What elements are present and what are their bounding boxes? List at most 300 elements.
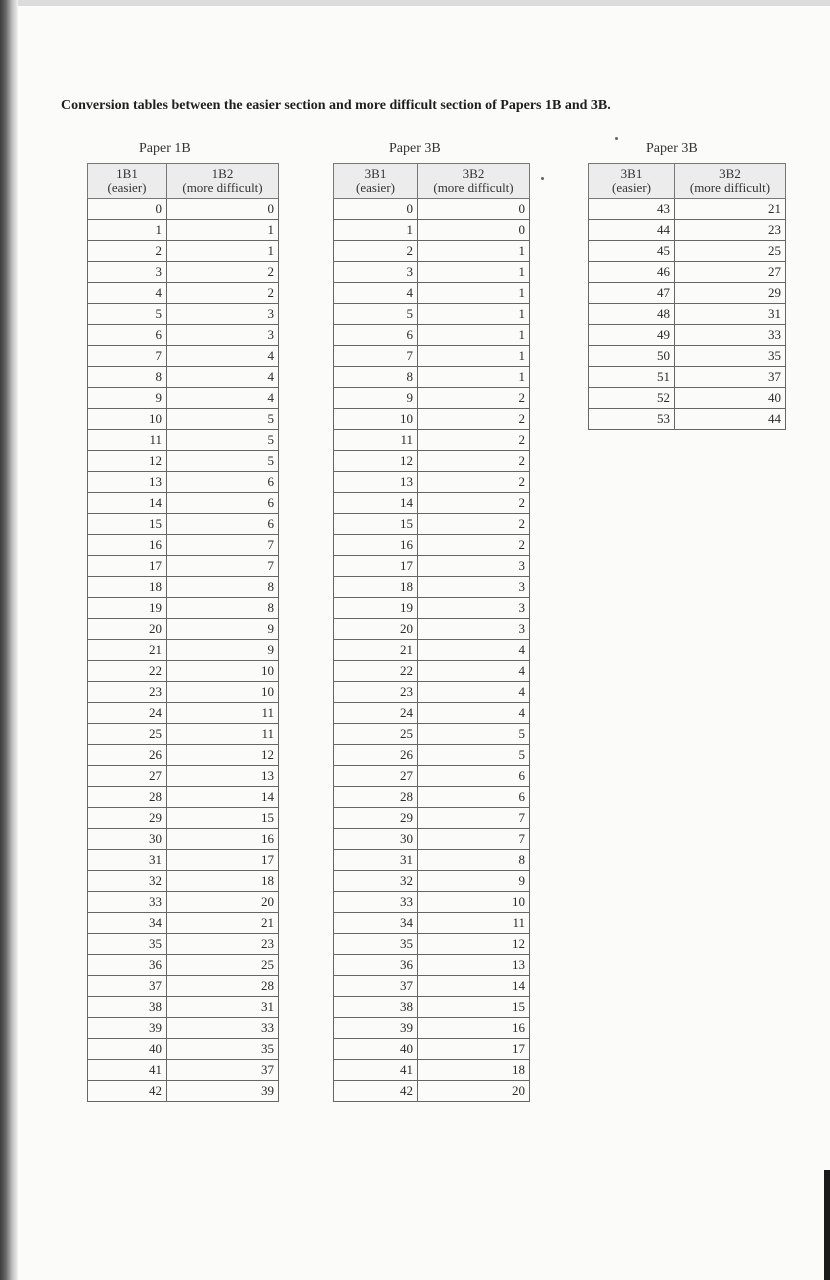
easier-score-cell: 13	[334, 472, 418, 493]
table-row	[334, 283, 530, 304]
table-row	[88, 430, 279, 451]
table-row	[88, 1039, 279, 1060]
easier-score-cell: 35	[334, 934, 418, 955]
table-row	[334, 703, 530, 724]
table-row	[589, 325, 786, 346]
table-row	[88, 871, 279, 892]
difficult-score-cell: 1	[167, 220, 279, 241]
paper-3b-table	[333, 163, 530, 1102]
easier-score-cell: 8	[334, 367, 418, 388]
difficult-score-cell: 7	[418, 829, 530, 850]
easier-score-cell: 29	[334, 808, 418, 829]
table-row	[334, 388, 530, 409]
easier-score-cell: 38	[334, 997, 418, 1018]
easier-score-cell: 14	[334, 493, 418, 514]
difficult-score-cell: 3	[167, 304, 279, 325]
table-row	[88, 1081, 279, 1102]
difficult-score-cell: 3	[418, 577, 530, 598]
easier-score-cell: 5	[88, 304, 167, 325]
easier-score-cell: 39	[88, 1018, 167, 1039]
easier-score-cell: 27	[88, 766, 167, 787]
table-row	[88, 262, 279, 283]
easier-score-cell: 52	[589, 388, 675, 409]
easier-score-cell: 19	[88, 598, 167, 619]
table-row	[589, 220, 786, 241]
table-row	[88, 388, 279, 409]
difficult-score-cell: 39	[167, 1081, 279, 1102]
easier-score-cell: 7	[334, 346, 418, 367]
table-row	[88, 598, 279, 619]
table-row	[334, 976, 530, 997]
table-row	[88, 787, 279, 808]
difficult-score-cell: 17	[167, 850, 279, 871]
table-row	[334, 850, 530, 871]
table-row	[88, 829, 279, 850]
easier-score-cell: 42	[88, 1081, 167, 1102]
difficult-score-cell: 20	[418, 1081, 530, 1102]
table-row	[88, 745, 279, 766]
easier-score-cell: 4	[334, 283, 418, 304]
difficult-score-cell: 2	[418, 493, 530, 514]
col-3b1-header: 3B1 (easier)	[334, 164, 418, 199]
difficult-score-cell: 5	[418, 724, 530, 745]
table-row	[589, 283, 786, 304]
difficult-score-cell: 2	[418, 451, 530, 472]
paper-1b-table	[87, 163, 279, 1102]
easier-score-cell: 24	[334, 703, 418, 724]
easier-score-cell: 22	[88, 661, 167, 682]
easier-score-cell: 29	[88, 808, 167, 829]
table-row	[88, 283, 279, 304]
col-3b2-header: 3B2 (more difficult)	[675, 164, 786, 199]
table-row	[334, 451, 530, 472]
difficult-score-cell: 13	[418, 955, 530, 976]
difficult-score-cell: 40	[675, 388, 786, 409]
table-row	[88, 472, 279, 493]
difficult-score-cell: 6	[167, 472, 279, 493]
table-row	[334, 472, 530, 493]
difficult-score-cell: 17	[418, 1039, 530, 1060]
table-row	[88, 556, 279, 577]
table-row	[88, 766, 279, 787]
easier-score-cell: 32	[334, 871, 418, 892]
difficult-score-cell: 1	[418, 262, 530, 283]
easier-score-cell: 6	[88, 325, 167, 346]
easier-score-cell: 46	[589, 262, 675, 283]
difficult-score-cell: 0	[167, 199, 279, 220]
table-row	[334, 409, 530, 430]
difficult-score-cell: 3	[167, 325, 279, 346]
table-row	[334, 766, 530, 787]
easier-score-cell: 31	[88, 850, 167, 871]
col-1b2-header: 1B2 (more difficult)	[167, 164, 279, 199]
easier-score-cell: 25	[88, 724, 167, 745]
easier-score-cell: 26	[334, 745, 418, 766]
easier-score-cell: 8	[88, 367, 167, 388]
easier-score-cell: 53	[589, 409, 675, 430]
easier-score-cell: 49	[589, 325, 675, 346]
paper-3b-label: Paper 3B	[389, 141, 441, 156]
easier-score-cell: 11	[88, 430, 167, 451]
difficult-score-cell: 6	[167, 493, 279, 514]
difficult-score-cell: 33	[675, 325, 786, 346]
easier-score-cell: 2	[88, 241, 167, 262]
difficult-score-cell: 1	[167, 241, 279, 262]
table-row	[589, 388, 786, 409]
easier-score-cell: 22	[334, 661, 418, 682]
difficult-score-cell: 9	[418, 871, 530, 892]
table-row	[334, 577, 530, 598]
difficult-score-cell: 33	[167, 1018, 279, 1039]
table-row	[589, 262, 786, 283]
col-3b2-header: 3B2 (more difficult)	[418, 164, 530, 199]
difficult-score-cell: 4	[418, 703, 530, 724]
difficult-score-cell: 7	[167, 535, 279, 556]
easier-score-cell: 16	[334, 535, 418, 556]
easier-score-cell: 21	[334, 640, 418, 661]
table-row	[88, 976, 279, 997]
difficult-score-cell: 2	[167, 283, 279, 304]
difficult-score-cell: 2	[167, 262, 279, 283]
easier-score-cell: 44	[589, 220, 675, 241]
table-row	[334, 304, 530, 325]
table-row	[88, 409, 279, 430]
table-row	[334, 955, 530, 976]
easier-score-cell: 50	[589, 346, 675, 367]
easier-score-cell: 41	[88, 1060, 167, 1081]
easier-score-cell: 48	[589, 304, 675, 325]
difficult-score-cell: 15	[418, 997, 530, 1018]
table-row	[334, 787, 530, 808]
easier-score-cell: 35	[88, 934, 167, 955]
table-row	[334, 199, 530, 220]
paper-3b-continued-label: Paper 3B	[646, 141, 698, 156]
table-row	[334, 598, 530, 619]
difficult-score-cell: 0	[418, 199, 530, 220]
easier-score-cell: 37	[334, 976, 418, 997]
easier-score-cell: 30	[334, 829, 418, 850]
table-row	[88, 325, 279, 346]
difficult-score-cell: 14	[167, 787, 279, 808]
page-title: Conversion tables between the easier section and more difficult section of Papers 1B and 3B.	[61, 98, 611, 113]
table-row	[334, 745, 530, 766]
easier-score-cell: 11	[334, 430, 418, 451]
difficult-score-cell: 9	[167, 619, 279, 640]
table-row	[88, 724, 279, 745]
difficult-score-cell: 7	[418, 808, 530, 829]
table-row	[334, 1060, 530, 1081]
table-row	[88, 1018, 279, 1039]
table-row	[589, 346, 786, 367]
difficult-score-cell: 18	[167, 871, 279, 892]
easier-score-cell: 40	[334, 1039, 418, 1060]
easier-score-cell: 47	[589, 283, 675, 304]
easier-score-cell: 3	[334, 262, 418, 283]
table-row	[88, 703, 279, 724]
table-row	[334, 325, 530, 346]
col-1b1-header: 1B1 (easier)	[88, 164, 167, 199]
easier-score-cell: 6	[334, 325, 418, 346]
easier-score-cell: 36	[334, 955, 418, 976]
difficult-score-cell: 9	[167, 640, 279, 661]
table-row	[589, 241, 786, 262]
table-row	[334, 1039, 530, 1060]
difficult-score-cell: 0	[418, 220, 530, 241]
easier-score-cell: 18	[334, 577, 418, 598]
table-row	[88, 934, 279, 955]
easier-score-cell: 26	[88, 745, 167, 766]
table-row	[88, 619, 279, 640]
difficult-score-cell: 7	[167, 556, 279, 577]
table-row	[334, 430, 530, 451]
easier-score-cell: 10	[88, 409, 167, 430]
difficult-score-cell: 25	[675, 241, 786, 262]
difficult-score-cell: 10	[418, 892, 530, 913]
table-row	[589, 367, 786, 388]
easier-score-cell: 34	[88, 913, 167, 934]
table-row	[589, 304, 786, 325]
difficult-score-cell: 18	[418, 1060, 530, 1081]
table-row	[88, 367, 279, 388]
scan-speck	[541, 177, 544, 180]
easier-score-cell: 16	[88, 535, 167, 556]
difficult-score-cell: 28	[167, 976, 279, 997]
page-fold-shadow	[0, 0, 18, 1280]
difficult-score-cell: 1	[418, 283, 530, 304]
easier-score-cell: 33	[334, 892, 418, 913]
scan-speck	[615, 137, 618, 140]
difficult-score-cell: 6	[418, 787, 530, 808]
difficult-score-cell: 5	[167, 451, 279, 472]
difficult-score-cell: 1	[418, 367, 530, 388]
table-row	[88, 514, 279, 535]
difficult-score-cell: 5	[167, 409, 279, 430]
table-row	[88, 913, 279, 934]
difficult-score-cell: 2	[418, 409, 530, 430]
difficult-score-cell: 12	[418, 934, 530, 955]
table-row	[334, 262, 530, 283]
easier-score-cell: 51	[589, 367, 675, 388]
difficult-score-cell: 21	[167, 913, 279, 934]
easier-score-cell: 25	[334, 724, 418, 745]
table-row	[334, 241, 530, 262]
table-row	[88, 577, 279, 598]
table-row	[334, 724, 530, 745]
easier-score-cell: 0	[334, 199, 418, 220]
easier-score-cell: 34	[334, 913, 418, 934]
easier-score-cell: 17	[334, 556, 418, 577]
easier-score-cell: 18	[88, 577, 167, 598]
easier-score-cell: 13	[88, 472, 167, 493]
difficult-score-cell: 4	[167, 367, 279, 388]
easier-score-cell: 28	[88, 787, 167, 808]
table-row	[334, 871, 530, 892]
difficult-score-cell: 2	[418, 514, 530, 535]
difficult-score-cell: 10	[167, 682, 279, 703]
easier-score-cell: 4	[88, 283, 167, 304]
table-row	[589, 409, 786, 430]
difficult-score-cell: 11	[418, 913, 530, 934]
table-row	[334, 892, 530, 913]
difficult-score-cell: 3	[418, 619, 530, 640]
easier-score-cell: 14	[88, 493, 167, 514]
difficult-score-cell: 4	[418, 661, 530, 682]
easier-score-cell: 9	[88, 388, 167, 409]
easier-score-cell: 15	[334, 514, 418, 535]
difficult-score-cell: 16	[418, 1018, 530, 1039]
easier-score-cell: 24	[88, 703, 167, 724]
difficult-score-cell: 29	[675, 283, 786, 304]
easier-score-cell: 27	[334, 766, 418, 787]
table-row	[88, 1060, 279, 1081]
table-row	[334, 682, 530, 703]
table-row	[88, 850, 279, 871]
table-row	[334, 220, 530, 241]
difficult-score-cell: 5	[167, 430, 279, 451]
easier-score-cell: 32	[88, 871, 167, 892]
difficult-score-cell: 15	[167, 808, 279, 829]
difficult-score-cell: 14	[418, 976, 530, 997]
table-row	[88, 808, 279, 829]
difficult-score-cell: 4	[418, 682, 530, 703]
easier-score-cell: 43	[589, 199, 675, 220]
easier-score-cell: 1	[334, 220, 418, 241]
table-row	[334, 661, 530, 682]
easier-score-cell: 30	[88, 829, 167, 850]
difficult-score-cell: 8	[167, 577, 279, 598]
easier-score-cell: 19	[334, 598, 418, 619]
easier-score-cell: 5	[334, 304, 418, 325]
difficult-score-cell: 5	[418, 745, 530, 766]
difficult-score-cell: 2	[418, 388, 530, 409]
difficult-score-cell: 25	[167, 955, 279, 976]
easier-score-cell: 15	[88, 514, 167, 535]
difficult-score-cell: 21	[675, 199, 786, 220]
easier-score-cell: 33	[88, 892, 167, 913]
table-row	[88, 346, 279, 367]
difficult-score-cell: 6	[167, 514, 279, 535]
difficult-score-cell: 11	[167, 724, 279, 745]
difficult-score-cell: 44	[675, 409, 786, 430]
easier-score-cell: 36	[88, 955, 167, 976]
table-row	[88, 199, 279, 220]
difficult-score-cell: 4	[418, 640, 530, 661]
difficult-score-cell: 35	[167, 1039, 279, 1060]
scan-edge	[824, 1170, 830, 1280]
difficult-score-cell: 4	[167, 346, 279, 367]
table-row	[88, 220, 279, 241]
difficult-score-cell: 13	[167, 766, 279, 787]
easier-score-cell: 40	[88, 1039, 167, 1060]
difficult-score-cell: 35	[675, 346, 786, 367]
easier-score-cell: 9	[334, 388, 418, 409]
easier-score-cell: 38	[88, 997, 167, 1018]
paper-1b-label: Paper 1B	[139, 141, 191, 156]
difficult-score-cell: 31	[167, 997, 279, 1018]
table-row	[334, 829, 530, 850]
difficult-score-cell: 11	[167, 703, 279, 724]
difficult-score-cell: 27	[675, 262, 786, 283]
difficult-score-cell: 2	[418, 430, 530, 451]
table-row	[88, 661, 279, 682]
easier-score-cell: 39	[334, 1018, 418, 1039]
easier-score-cell: 12	[88, 451, 167, 472]
easier-score-cell: 23	[88, 682, 167, 703]
easier-score-cell: 3	[88, 262, 167, 283]
table-row	[334, 346, 530, 367]
table-row	[334, 997, 530, 1018]
easier-score-cell: 1	[88, 220, 167, 241]
table-row	[334, 556, 530, 577]
table-row	[589, 199, 786, 220]
difficult-score-cell: 8	[418, 850, 530, 871]
easier-score-cell: 20	[334, 619, 418, 640]
difficult-score-cell: 1	[418, 304, 530, 325]
easier-score-cell: 28	[334, 787, 418, 808]
table-row	[334, 640, 530, 661]
table-row	[88, 241, 279, 262]
easier-score-cell: 17	[88, 556, 167, 577]
table-row	[88, 493, 279, 514]
table-row	[88, 640, 279, 661]
table-row	[334, 1018, 530, 1039]
table-row	[334, 934, 530, 955]
difficult-score-cell: 6	[418, 766, 530, 787]
table-row	[334, 367, 530, 388]
easier-score-cell: 2	[334, 241, 418, 262]
table-row	[88, 535, 279, 556]
paper-3b-continued-table	[588, 163, 786, 430]
difficult-score-cell: 37	[675, 367, 786, 388]
difficult-score-cell: 12	[167, 745, 279, 766]
difficult-score-cell: 2	[418, 472, 530, 493]
easier-score-cell: 0	[88, 199, 167, 220]
table-row	[334, 493, 530, 514]
easier-score-cell: 23	[334, 682, 418, 703]
difficult-score-cell: 3	[418, 556, 530, 577]
easier-score-cell: 12	[334, 451, 418, 472]
col-3b1-header: 3B1 (easier)	[589, 164, 675, 199]
easier-score-cell: 7	[88, 346, 167, 367]
difficult-score-cell: 3	[418, 598, 530, 619]
table-row	[88, 955, 279, 976]
table-row	[334, 1081, 530, 1102]
table-row	[334, 514, 530, 535]
easier-score-cell: 31	[334, 850, 418, 871]
difficult-score-cell: 37	[167, 1060, 279, 1081]
table-row	[334, 535, 530, 556]
table-row	[88, 997, 279, 1018]
difficult-score-cell: 23	[167, 934, 279, 955]
difficult-score-cell: 10	[167, 661, 279, 682]
table-row	[334, 619, 530, 640]
table-row	[334, 808, 530, 829]
table-row	[88, 892, 279, 913]
table-row	[334, 913, 530, 934]
difficult-score-cell: 20	[167, 892, 279, 913]
easier-score-cell: 20	[88, 619, 167, 640]
difficult-score-cell: 1	[418, 241, 530, 262]
difficult-score-cell: 2	[418, 535, 530, 556]
easier-score-cell: 37	[88, 976, 167, 997]
table-row	[88, 451, 279, 472]
difficult-score-cell: 31	[675, 304, 786, 325]
easier-score-cell: 41	[334, 1060, 418, 1081]
easier-score-cell: 10	[334, 409, 418, 430]
difficult-score-cell: 4	[167, 388, 279, 409]
difficult-score-cell: 16	[167, 829, 279, 850]
easier-score-cell: 42	[334, 1081, 418, 1102]
